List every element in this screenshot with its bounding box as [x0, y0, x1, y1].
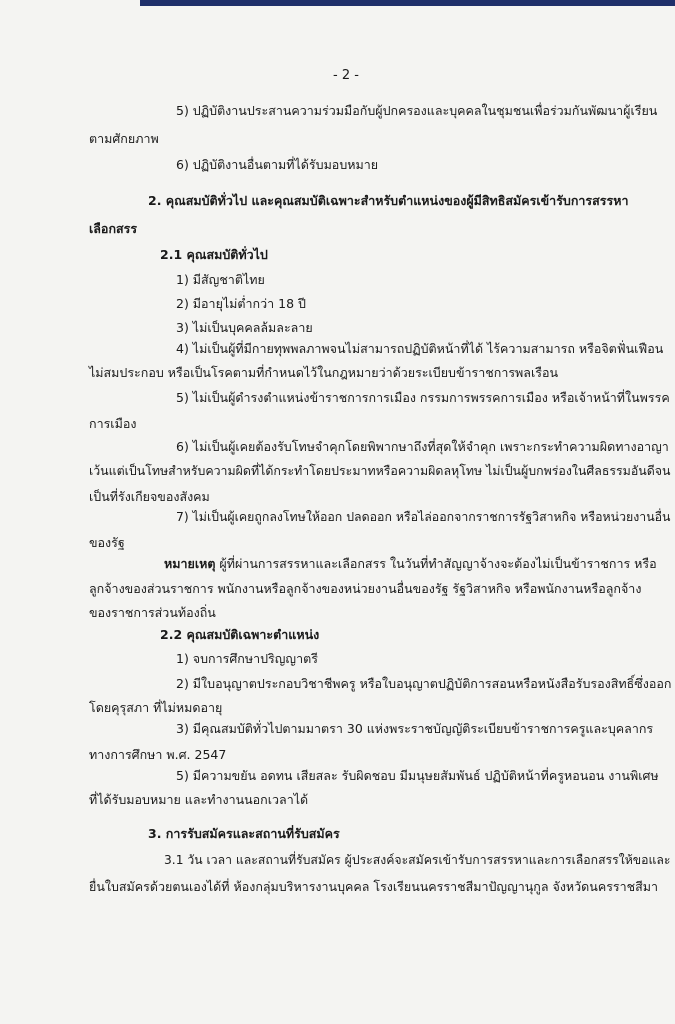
general-item-3: 3) ไม่เป็นบุคคลล้มละลาย — [176, 320, 313, 335]
section3-para-line1: 3.1 วัน เวลา และสถานที่รับสมัคร ผู้ประสงค์จะสมัครเข้ารับการสรรหาและการเลือกสรรให้ขอและ — [164, 853, 671, 867]
note-text: ผู้ที่ผ่านการสรรหาและเลือกสรร ในวันที่ทำสัญญาจ้างจะต้องไม่เป็นข้าราชการ หรือ — [215, 556, 657, 571]
duty-6: 6) ปฏิบัติงานอื่นตามที่ได้รับมอบหมาย — [176, 157, 379, 172]
section3-para-line2: ยื่นใบสมัครด้วยตนเองได้ที่ ห้องกลุ่มบริหารงานบุคคล โรงเรียนนครราชสีมาปัญญานุกูล จังหวัดนครราชสีมา — [89, 879, 659, 894]
page-number: - 2 - — [333, 68, 359, 83]
general-item-6-line2: เว้นแต่เป็นโทษสำหรับความผิดที่ได้กระทำโดยประมาทหรือความผิดลหุโทษ ไม่เป็นผู้บกพร่องในศีลธรรมอันดีจน — [89, 463, 671, 478]
section3-heading: 3. การรับสมัครและสถานที่รับสมัคร — [148, 826, 340, 841]
section2-heading-line2: เลือกสรร — [89, 221, 138, 236]
duty-5-line2: ตามศักยภาพ — [89, 131, 159, 146]
note-line3: ของราชการส่วนท้องถิ่น — [89, 605, 216, 620]
specific-item-3-line2: ทางการศึกษา พ.ศ. 2547 — [89, 747, 227, 762]
general-item-6-line1: 6) ไม่เป็นผู้เคยต้องรับโทษจำคุกโดยพิพากษาถึงที่สุดให้จำคุก เพราะกระทำความผิดทางอาญา — [176, 439, 669, 454]
general-item-5-line2: การเมือง — [89, 416, 137, 431]
general-item-2: 2) มีอายุไม่ต่ำกว่า 18 ปี — [176, 296, 306, 311]
note-label: หมายเหตุ — [164, 556, 216, 571]
top-edge-bar — [140, 0, 675, 6]
specific-item-2-line1: 2) มีใบอนุญาตประกอบวิชาชีพครู หรือใบอนุญาตปฏิบัติการสอนหรือหนังสือรับรองสิทธิ์ซึ่งออก — [176, 676, 672, 691]
general-item-7-line2: ของรัฐ — [89, 535, 125, 550]
specific-qualifications-title: 2.2 คุณสมบัติเฉพาะตำแหน่ง — [160, 627, 320, 642]
specific-item-3-line1: 3) มีคุณสมบัติทั่วไปตามมาตรา 30 แห่งพระราชบัญญัติระเบียบข้าราชการครูและบุคลากร — [176, 721, 654, 736]
general-item-4-line2: ไม่สมประกอบ หรือเป็นโรคตามที่กำหนดไว้ในกฎหมายว่าด้วยระเบียบข้าราชการพลเรือน — [89, 365, 559, 380]
general-item-7-line1: 7) ไม่เป็นผู้เคยถูกลงโทษให้ออก ปลดออก หรือไล่ออกจากราชการรัฐวิสาหกิจ หรือหน่วยงานอื่น — [176, 510, 671, 524]
specific-item-5-line2: ที่ได้รับมอบหมาย และทำงานนอกเวลาได้ — [89, 792, 309, 807]
general-item-4-line1: 4) ไม่เป็นผู้ที่มีกายทุพพลภาพจนไม่สามารถปฏิบัติหน้าที่ได้ ไร้ความสามารถ หรือจิตฟั่นเฟือน — [176, 341, 664, 356]
section2-heading-line1: 2. คุณสมบัติทั่วไป และคุณสมบัติเฉพาะสำหรับตำแหน่งของผู้มีสิทธิสมัครเข้ารับการสรรหา — [148, 193, 629, 208]
general-item-1: 1) มีสัญชาติไทย — [176, 272, 265, 287]
general-item-6-line3: เป็นที่รังเกียจของสังคม — [89, 489, 210, 504]
general-qualifications-title: 2.1 คุณสมบัติทั่วไป — [160, 247, 268, 262]
specific-item-1: 1) จบการศึกษาปริญญาตรี — [176, 651, 318, 666]
general-item-5-line1: 5) ไม่เป็นผู้ดำรงตำแหน่งข้าราชการการเมือง กรรมการพรรคการเมือง หรือเจ้าหน้าที่ในพรรค — [176, 390, 670, 405]
note-line2: ลูกจ้างของส่วนราชการ พนักงานหรือลูกจ้างของหน่วยงานอื่นของรัฐ รัฐวิสาหกิจ หรือพนักงานหรือลูกจ้าง — [89, 581, 642, 596]
note-line1 — [164, 556, 657, 572]
specific-item-5-line1: 5) มีความขยัน อดทน เสียสละ รับผิดชอบ มีมนุษยสัมพันธ์ ปฏิบัติหน้าที่ครูหอนอน งานพิเศษ — [176, 768, 659, 783]
specific-item-2-line2: โดยคุรุสภา ที่ไม่หมดอายุ — [89, 700, 223, 715]
duty-5-line1: 5) ปฏิบัติงานประสานความร่วมมือกับผู้ปกครองและบุคคลในชุมชนเพื่อร่วมกันพัฒนาผู้เรียน — [176, 103, 658, 118]
